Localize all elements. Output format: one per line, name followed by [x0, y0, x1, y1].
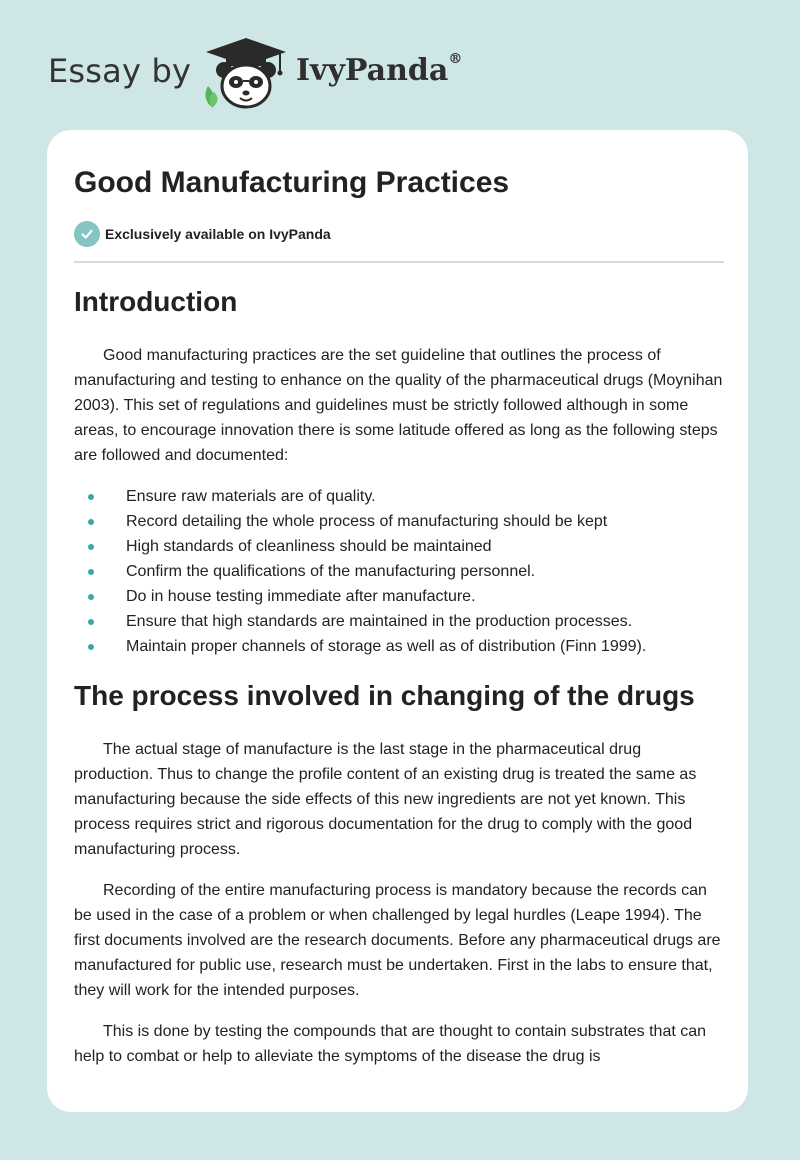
- divider: [74, 261, 724, 263]
- section-heading-introduction: Introduction: [74, 286, 238, 317]
- bullet-dot: [88, 494, 94, 500]
- list-item: [74, 634, 724, 659]
- intro-paragraph: [74, 343, 724, 468]
- page-title: Good Manufacturing Practices: [74, 166, 510, 199]
- list-item: [74, 509, 724, 534]
- brand-name[interactable]: [296, 53, 462, 88]
- list-item-text: Confirm the qualifications of the manufacturing personnel.: [126, 563, 536, 580]
- bullet-dot: [88, 644, 94, 650]
- list-item: [74, 484, 724, 509]
- process-paragraph-2-text: Recording of the entire manufacturing process is mandatory because the records can be used in the case of a problem or when challenged by legal hurdles (Leape 1994). The first documents involved are the research documents. Before any pharmaceutical drugs are manufactured for public use, research must be undertaken. First in the labs to ensure that, they will work for the intended purposes.: [74, 882, 721, 999]
- list-item: [74, 584, 724, 609]
- list-item-text: Ensure raw materials are of quality.: [126, 488, 376, 505]
- bullet-dot: [88, 619, 94, 625]
- panda-graduate-icon[interactable]: [200, 36, 292, 110]
- list-item-text: Maintain proper channels of storage as well as of distribution (Finn 1999).: [126, 638, 647, 655]
- bullet-dot: [88, 519, 94, 525]
- list-item-text: High standards of cleanliness should be maintained: [126, 538, 492, 555]
- exclusive-label: Exclusively available on IvyPanda: [105, 226, 331, 242]
- exclusive-badge: [74, 221, 331, 247]
- process-paragraph-1: [74, 737, 724, 862]
- section-heading-process: The process involved in changing of the drugs: [74, 680, 695, 711]
- bullet-dot: [88, 544, 94, 550]
- registered-mark: ®: [448, 51, 463, 67]
- bullet-dot: [88, 594, 94, 600]
- list-item: [74, 609, 724, 634]
- essay-card: [47, 130, 748, 1112]
- brand-name-text: IvyPanda: [296, 53, 449, 88]
- essay-by-label: Essay by: [48, 52, 192, 90]
- process-paragraph-1-text: The actual stage of manufacture is the last stage in the pharmaceutical drug production. Thus to change the profile content of an existing drug is treated the same as manufacturing because the side effects of this new ingredients are not yet known. This process requires strict and rigorous documentation for the drug to comply with the good manufacturing process.: [74, 741, 697, 858]
- process-paragraph-3: [74, 1019, 724, 1069]
- process-paragraph-2: [74, 878, 724, 1003]
- site-header: [48, 30, 508, 110]
- list-item-text: Record detailing the whole process of manufacturing should be kept: [126, 513, 608, 530]
- list-item: [74, 534, 724, 559]
- process-paragraph-3-text: This is done by testing the compounds that are thought to contain substrates that can help to combat or help to alleviate the symptoms of the disease the drug is: [74, 1023, 707, 1065]
- list-item-text: Do in house testing immediate after manufacture.: [126, 588, 476, 605]
- list-item: [74, 559, 724, 584]
- intro-paragraph-text: Good manufacturing practices are the set guideline that outlines the process of manufacturing and testing to enhance on the quality of the pharmaceutical drugs (Moynihan 2003). This set of regulations and guidelines must be strictly followed although in some areas, to encourage innovation there is some latitude offered as long as the following steps are followed and documented:: [74, 347, 723, 464]
- requirements-list: [74, 484, 724, 659]
- bullet-dot: [88, 569, 94, 575]
- list-item-text: Ensure that high standards are maintained in the production processes.: [126, 613, 633, 630]
- checkmark-icon: [74, 221, 100, 247]
